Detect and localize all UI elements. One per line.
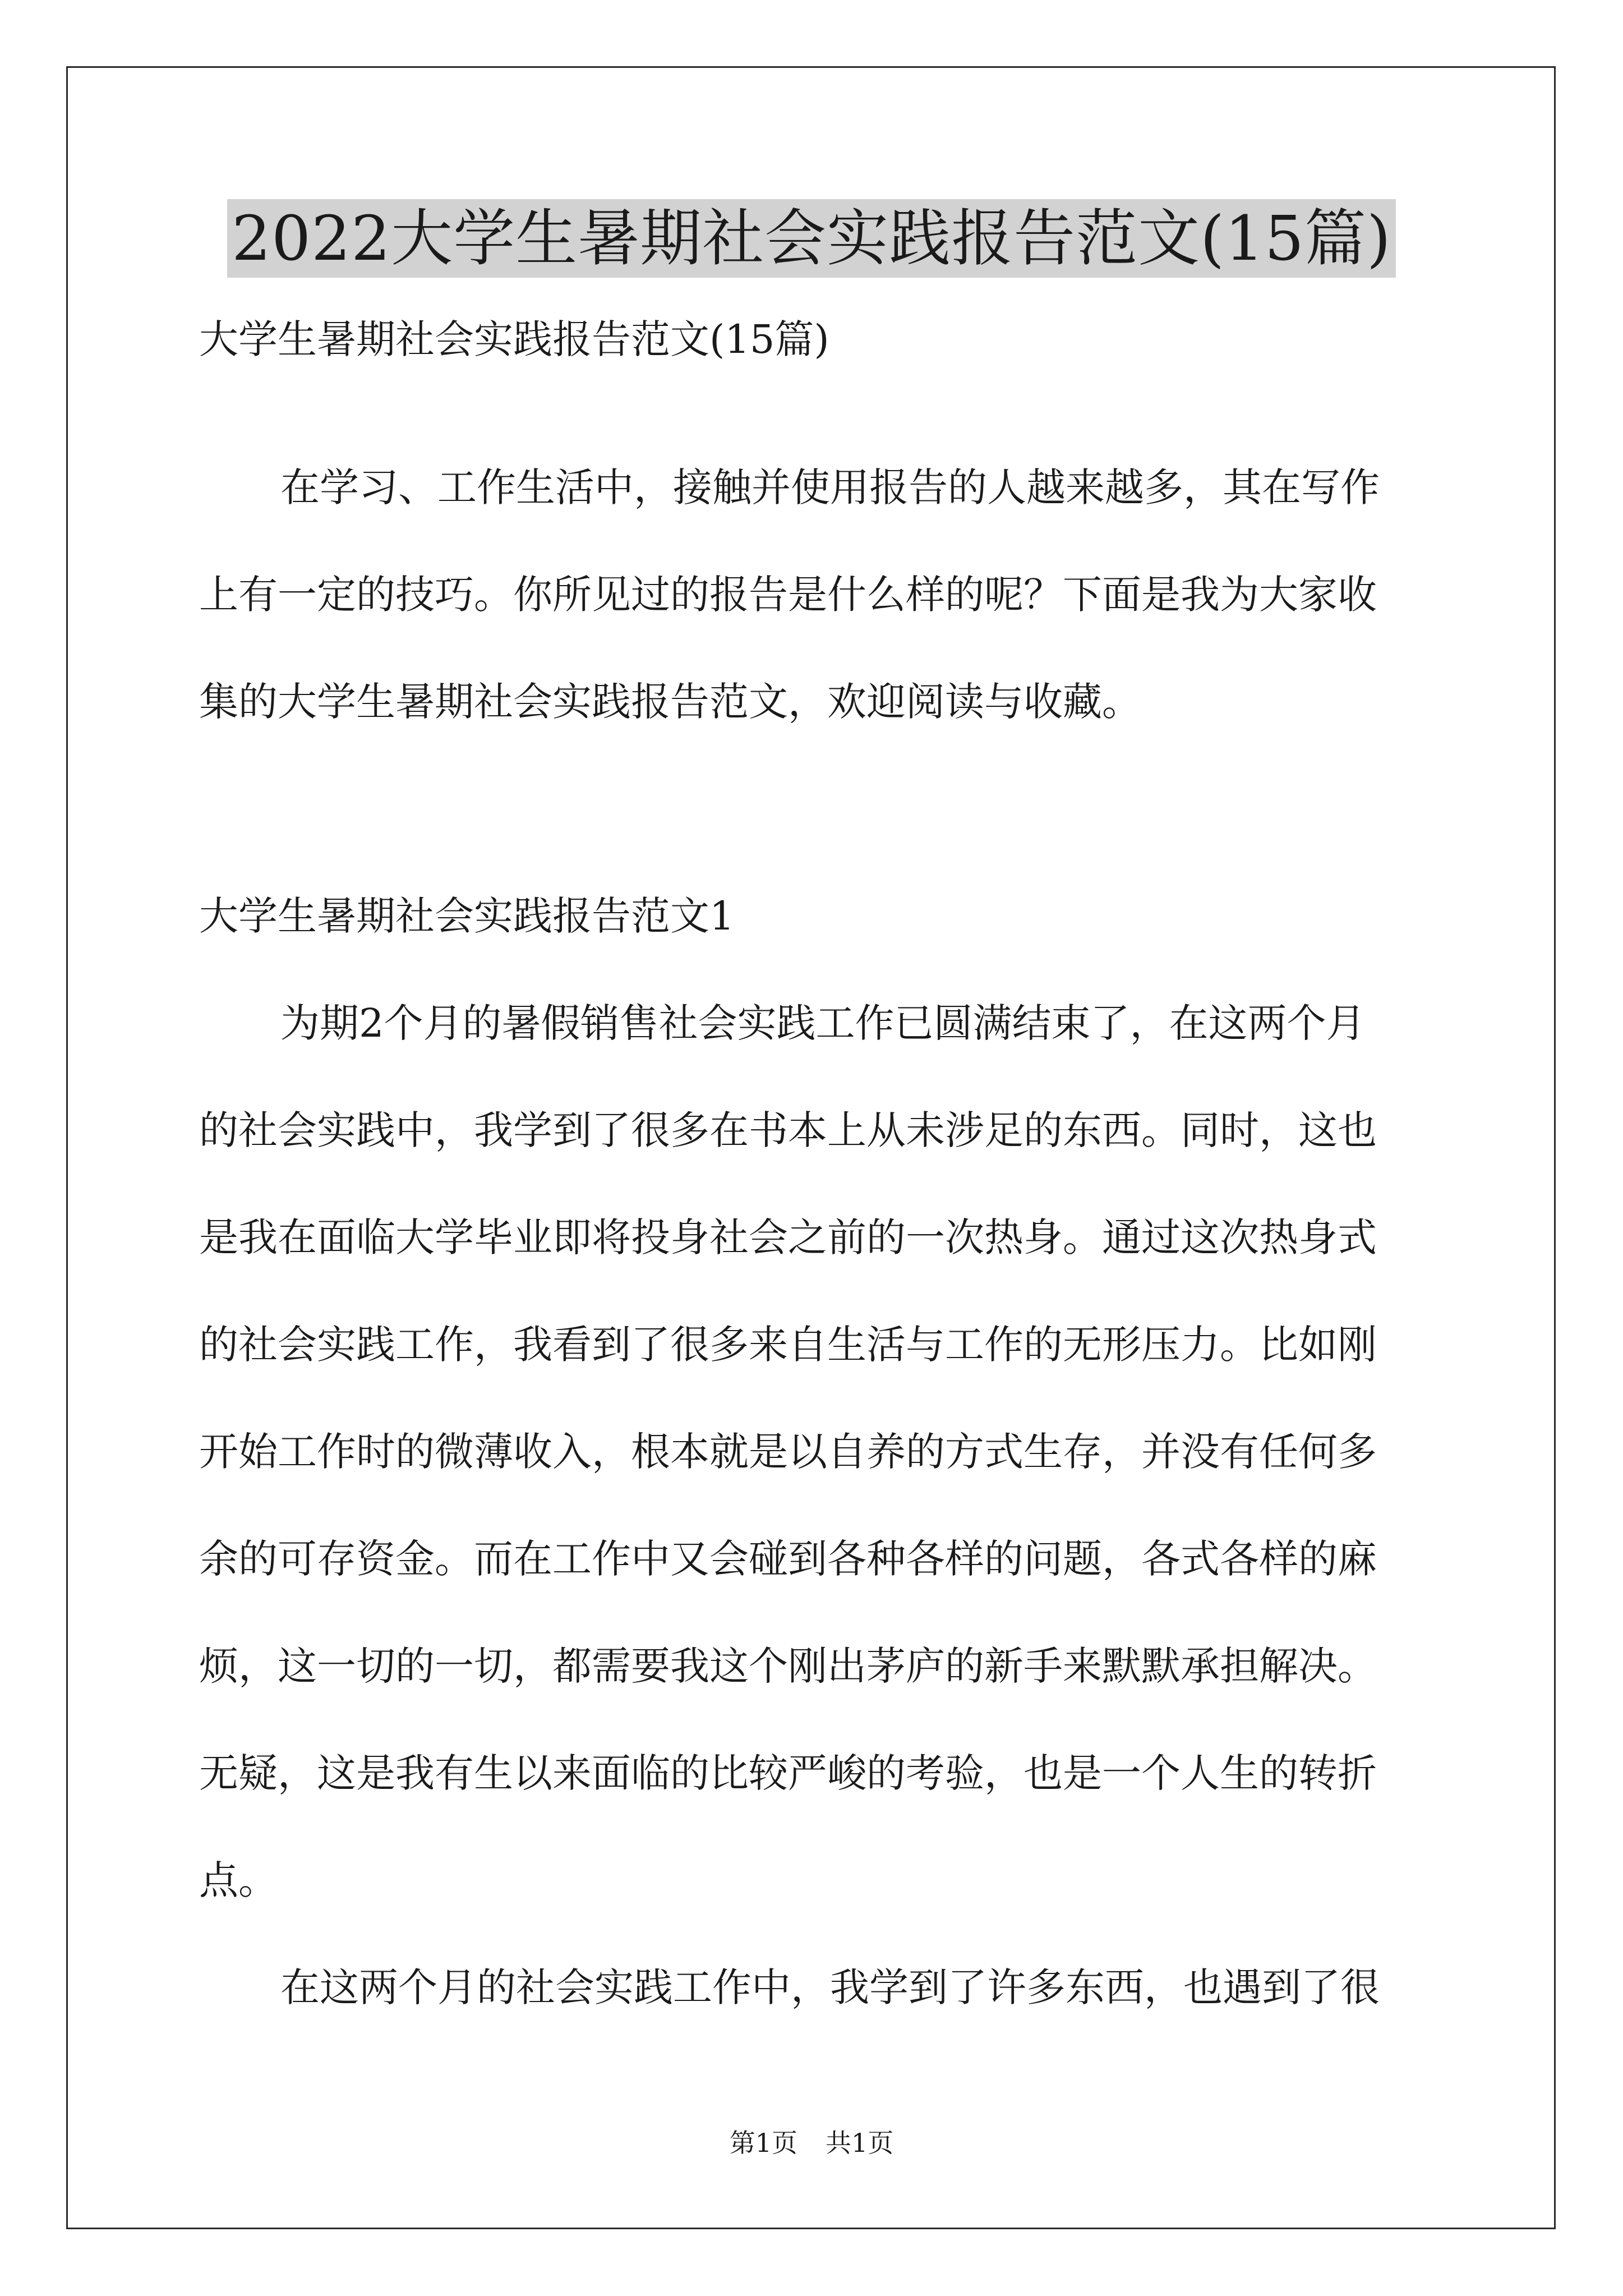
paragraph-line: 无疑，这是我有生以来面临的比较严峻的考验，也是一个人生的转折: [199, 1750, 1377, 1796]
intro-line: 在学习、工作生活中，接触并使用报告的人越来越多，其在写作: [280, 464, 1380, 510]
intro-line: 集的大学生暑期社会实践报告范文，欢迎阅读与收藏。: [199, 679, 1141, 725]
paragraph-line: 的社会实践中，我学到了很多在书本上从未涉足的东西。同时，这也: [199, 1107, 1377, 1153]
paragraph-line: 点。: [199, 1857, 278, 1903]
page-footer: [0, 2126, 1623, 2160]
paragraph-line: 是我在面临大学毕业即将投身社会之前的一次热身。通过这次热身式: [199, 1214, 1377, 1260]
paragraph-line: 的社会实践工作，我看到了很多来自生活与工作的无形压力。比如刚: [199, 1322, 1377, 1368]
page-number: 第1页: [729, 2128, 797, 2158]
paragraph-line: 开始工作时的微薄收入，根本就是以自养的方式生存，并没有任何多: [199, 1429, 1377, 1475]
title-container: [0, 199, 1623, 278]
document-title: 2022大学生暑期社会实践报告范文(15篇): [227, 199, 1396, 278]
intro-line: 上有一定的技巧。你所见过的报告是什么样的呢？下面是我为大家收: [199, 572, 1377, 618]
paragraph-line: 在这两个月的社会实践工作中，我学到了许多东西，也遇到了很: [280, 1964, 1380, 2010]
paragraph-line: 烦，这一切的一切，都需要我这个刚出茅庐的新手来默默承担解决。: [199, 1643, 1377, 1689]
section-heading: 大学生暑期社会实践报告范文1: [199, 893, 735, 939]
document-subtitle: 大学生暑期社会实践报告范文(15篇): [199, 316, 829, 362]
paragraph-line: 为期2个月的暑假销售社会实践工作已圆满结束了，在这两个月: [280, 1000, 1366, 1046]
paragraph-line: 余的可存资金。而在工作中又会碰到各种各样的问题，各式各样的麻: [199, 1536, 1377, 1582]
page-total: 共1页: [826, 2128, 894, 2158]
